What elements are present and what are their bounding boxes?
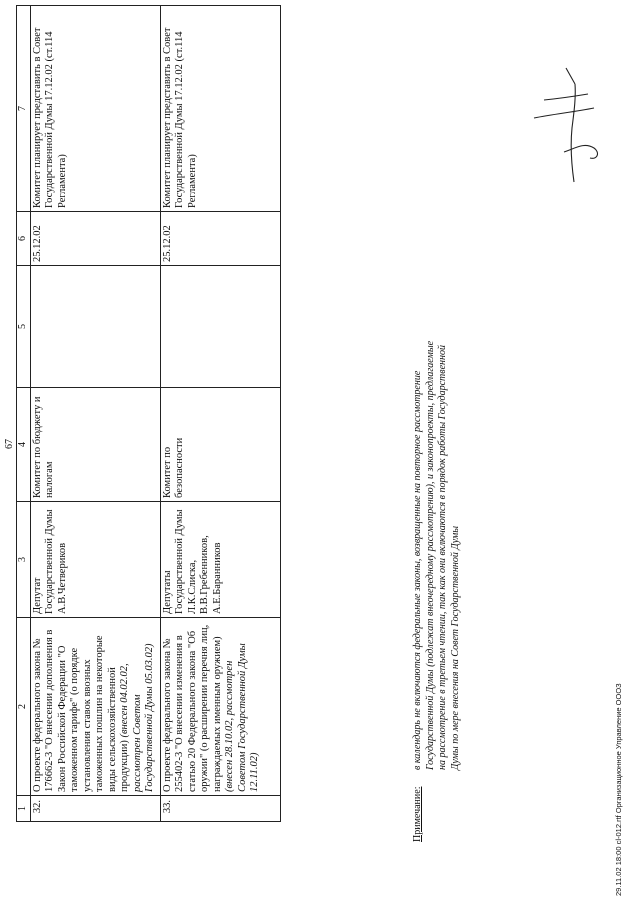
footer-text: 29.11.02 18:00 cl-012.rtf Организационное Управление ОООЗ bbox=[614, 683, 623, 896]
col-header: 3 bbox=[17, 502, 31, 618]
bill-title: О проекте федерального закона № 176662-3 "О внесении дополнения в Закон Российской Федерации "О таможенном тарифе" (о порядке установления ставок ввозных таможенных пошлин на некоторые виды сельскохозяйственной продукции) bbox=[31, 629, 130, 792]
committee: Комитет по бюджету и налогам bbox=[30, 388, 160, 502]
page-number: 67 bbox=[4, 439, 15, 449]
bill-title: О проекте федерального закона № 255402-3 "О внесении изменения в статью 20 Федерального закона "Об оружии" (о расширении перечня лиц, награждаемых именным оружием) bbox=[161, 624, 223, 792]
date-cell: 25.12.02 bbox=[30, 212, 160, 266]
row-number: 33. bbox=[160, 796, 280, 822]
bill-author: Депутат Государственной Думы А.В.Четвериков bbox=[30, 502, 160, 618]
note-text: в календарь не включаются федеральные законы, возвращенные на повторное рассмотрение Государственной Думы (подлежат внеочередному рассмотрению), и законопроекты, предлагаемые на рассмотрение в третьем чтении, так как они включаются в порядок работы Государственной Думы по мере внесения на Совет Государственной Думы bbox=[412, 340, 461, 770]
col5-cell bbox=[160, 266, 280, 388]
bill-description bbox=[160, 618, 280, 796]
col-header: 7 bbox=[17, 6, 31, 212]
table-row bbox=[160, 6, 280, 822]
committee: Комитет по безопасности bbox=[160, 388, 280, 502]
remark-cell: Комитет планирует представить в Совет Государственной Думы 17.12.02 (ст.114 Регламента) bbox=[30, 6, 160, 212]
bill-description bbox=[30, 618, 160, 796]
col-header: 6 bbox=[17, 212, 31, 266]
row-number: 32. bbox=[30, 796, 160, 822]
col-header: 1 bbox=[17, 796, 31, 822]
col-header: 5 bbox=[17, 266, 31, 388]
bill-author: Депутаты Государственной Думы Л.К.Слиска, В.В.Гребенников, А.Е.Баранников bbox=[160, 502, 280, 618]
bill-note: (внесен 28.10.02, рассмотрен Советом Государственной Думы 12.11.02) bbox=[224, 643, 260, 792]
table-row bbox=[30, 6, 160, 822]
col-header: 4 bbox=[17, 388, 31, 502]
col5-cell bbox=[30, 266, 160, 388]
header-row bbox=[17, 6, 31, 822]
calendar-table bbox=[16, 5, 281, 822]
date-cell: 25.12.02 bbox=[160, 212, 280, 266]
col-header: 2 bbox=[17, 618, 31, 796]
remark-cell: Комитет планирует представить в Совет Государственной Думы 17.12.02 (ст.114 Регламента) bbox=[160, 6, 280, 212]
bill-note: (внесен 04.02.02, рассмотрен Советом Государственной Думы 05.03.02) bbox=[119, 643, 155, 792]
handwritten-signature bbox=[514, 58, 614, 188]
note-label: Примечание: bbox=[412, 786, 423, 842]
